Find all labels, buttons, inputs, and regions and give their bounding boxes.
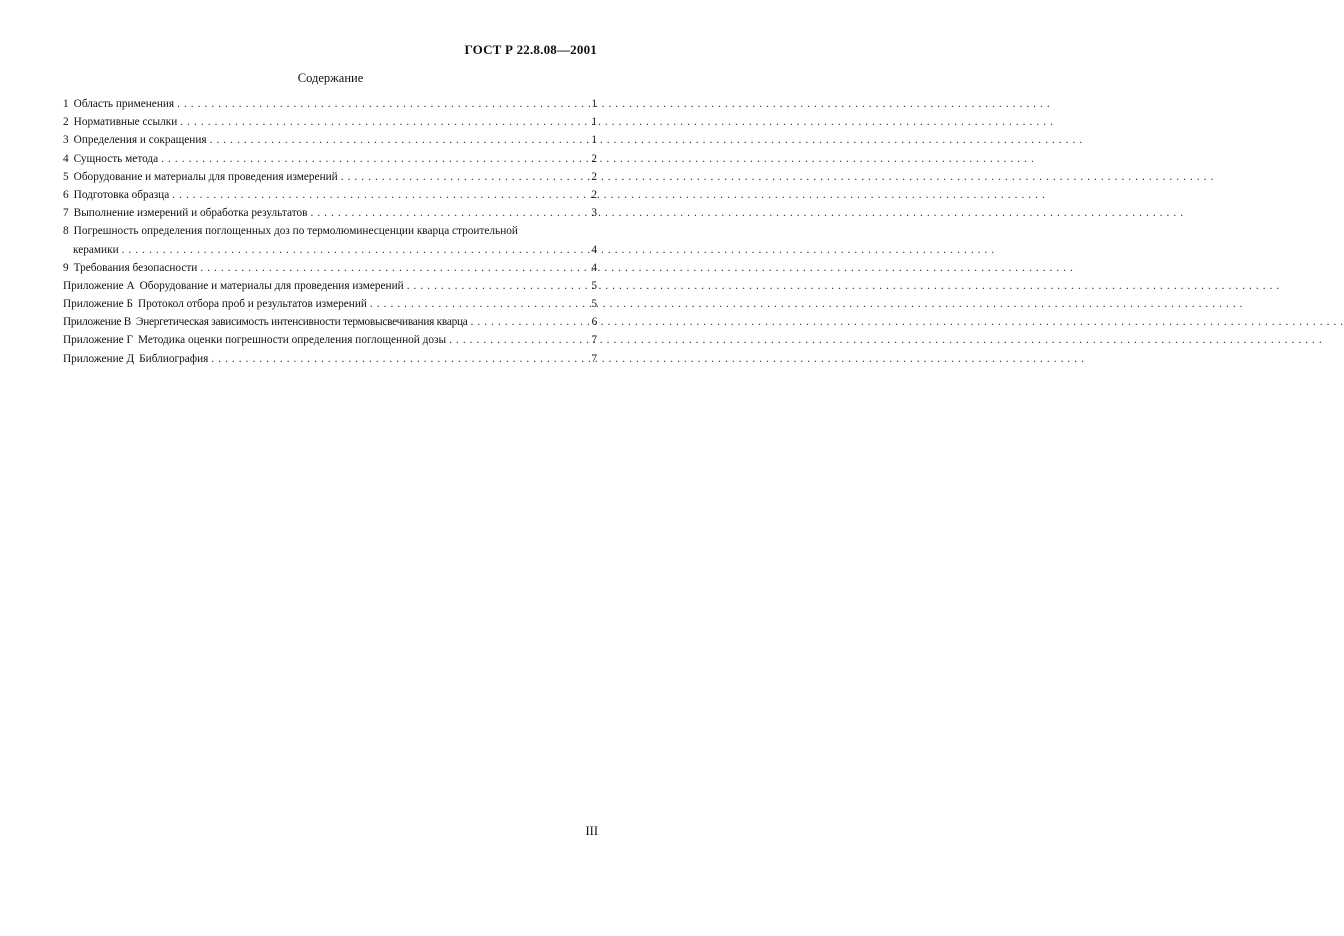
dot-leader — [208, 350, 585, 368]
appendix-label: Методика оценки погрешности определения поглощенной дозы — [138, 334, 447, 347]
toc-entry-label: Определения и сокращения — [73, 134, 207, 147]
appendix-prefix: Приложение Г — [63, 334, 133, 347]
dot-leader — [158, 150, 585, 168]
toc-entry-label: Оборудование и материалы для проведения измерений — [73, 170, 338, 183]
dot-leader — [446, 331, 585, 349]
dot-leader — [468, 313, 585, 331]
toc-entry-label: Область применения — [73, 98, 175, 110]
dot-leader — [367, 295, 585, 313]
appendix-label: Протокол отбора проб и результатов измерений — [137, 298, 367, 311]
toc-title: Содержание — [297, 71, 364, 85]
appendix-page: 7 — [591, 352, 597, 365]
toc-entry-number: 7 — [63, 207, 69, 220]
toc-entry[interactable] — [63, 113, 597, 131]
toc-entry-page: 4 — [591, 261, 597, 274]
dot-leader — [338, 168, 585, 186]
dot-leader — [197, 259, 585, 277]
appendix-prefix: Приложение Б — [63, 298, 133, 311]
dot-leader — [207, 131, 585, 149]
toc-entry-label-continued: керамики — [73, 243, 119, 256]
appendix-page: 6 — [591, 316, 597, 329]
toc-entry-page: 2 — [591, 188, 597, 201]
dot-leader — [307, 204, 585, 222]
appendix-page: 7 — [591, 334, 597, 347]
dot-leader — [404, 277, 585, 295]
toc-entry-page: 1 — [591, 98, 597, 110]
toc-entry[interactable] — [63, 204, 597, 222]
toc-entry-label: Сущность метода — [73, 152, 159, 165]
toc-entry-number: 2 — [63, 116, 69, 129]
toc-entry-number: 4 — [63, 152, 69, 165]
dot-leader — [174, 95, 585, 113]
appendix-prefix: Приложение В — [63, 316, 131, 329]
toc-entry[interactable] — [63, 186, 597, 204]
toc-entry-page: 3 — [591, 207, 597, 220]
toc-entry-page: 4 — [591, 243, 597, 256]
dot-leader — [119, 241, 585, 259]
toc-entry-label: Нормативные ссылки — [73, 116, 178, 129]
toc-entry-label: Выполнение измерений и обработка результатов — [73, 207, 308, 220]
toc-appendix-entry[interactable] — [63, 350, 597, 368]
toc-entry-number: 6 — [63, 188, 69, 201]
appendix-label: Энергетическая зависимость интенсивности термовысвечивания кварца — [136, 316, 468, 329]
toc-entry-page: 1 — [591, 116, 597, 129]
toc-appendix-entry[interactable] — [63, 277, 597, 295]
toc-entry-label: Погрешность определения поглощенных доз по термолюминесценции кварца строительной — [73, 225, 518, 238]
toc-entry[interactable] — [63, 95, 597, 113]
appendix-page: 5 — [591, 298, 597, 311]
toc-entry-page: 2 — [591, 170, 597, 183]
document-code: ГОСТ Р 22.8.08—2001 — [464, 42, 597, 57]
toc-entry-label: Подготовка образца — [73, 188, 170, 201]
toc-entry-number: 8 — [63, 225, 69, 238]
toc-entry-label: Требования безопасности — [73, 261, 198, 274]
toc-entry-number: 1 — [63, 98, 69, 110]
toc-entry-number: 5 — [63, 170, 69, 183]
appendix-prefix: Приложение Д — [63, 352, 135, 365]
page-number: III — [585, 824, 598, 838]
toc-entry-number: 3 — [63, 134, 69, 147]
toc-entry[interactable] — [63, 150, 597, 168]
dot-leader — [169, 186, 585, 204]
toc-entry[interactable] — [63, 168, 597, 186]
appendix-prefix: Приложение А — [63, 279, 135, 292]
toc-entry-page: 1 — [591, 134, 597, 147]
toc-appendix-entry[interactable] — [63, 331, 597, 349]
toc-appendix-entry[interactable] — [63, 295, 597, 313]
table-of-contents — [63, 95, 597, 368]
toc-entry-multiline-first[interactable] — [63, 222, 597, 240]
appendix-label: Библиография — [139, 352, 209, 365]
appendix-label: Оборудование и материалы для проведения измерений — [139, 279, 404, 292]
toc-entry-multiline-second[interactable] — [63, 241, 597, 259]
appendix-page: 5 — [591, 279, 597, 292]
toc-entry-number: 9 — [63, 261, 69, 274]
toc-appendix-entry[interactable] — [63, 313, 597, 331]
dot-leader — [177, 113, 585, 131]
toc-entry[interactable] — [63, 259, 597, 277]
toc-entry-page: 2 — [591, 152, 597, 165]
toc-entry[interactable] — [63, 131, 597, 149]
